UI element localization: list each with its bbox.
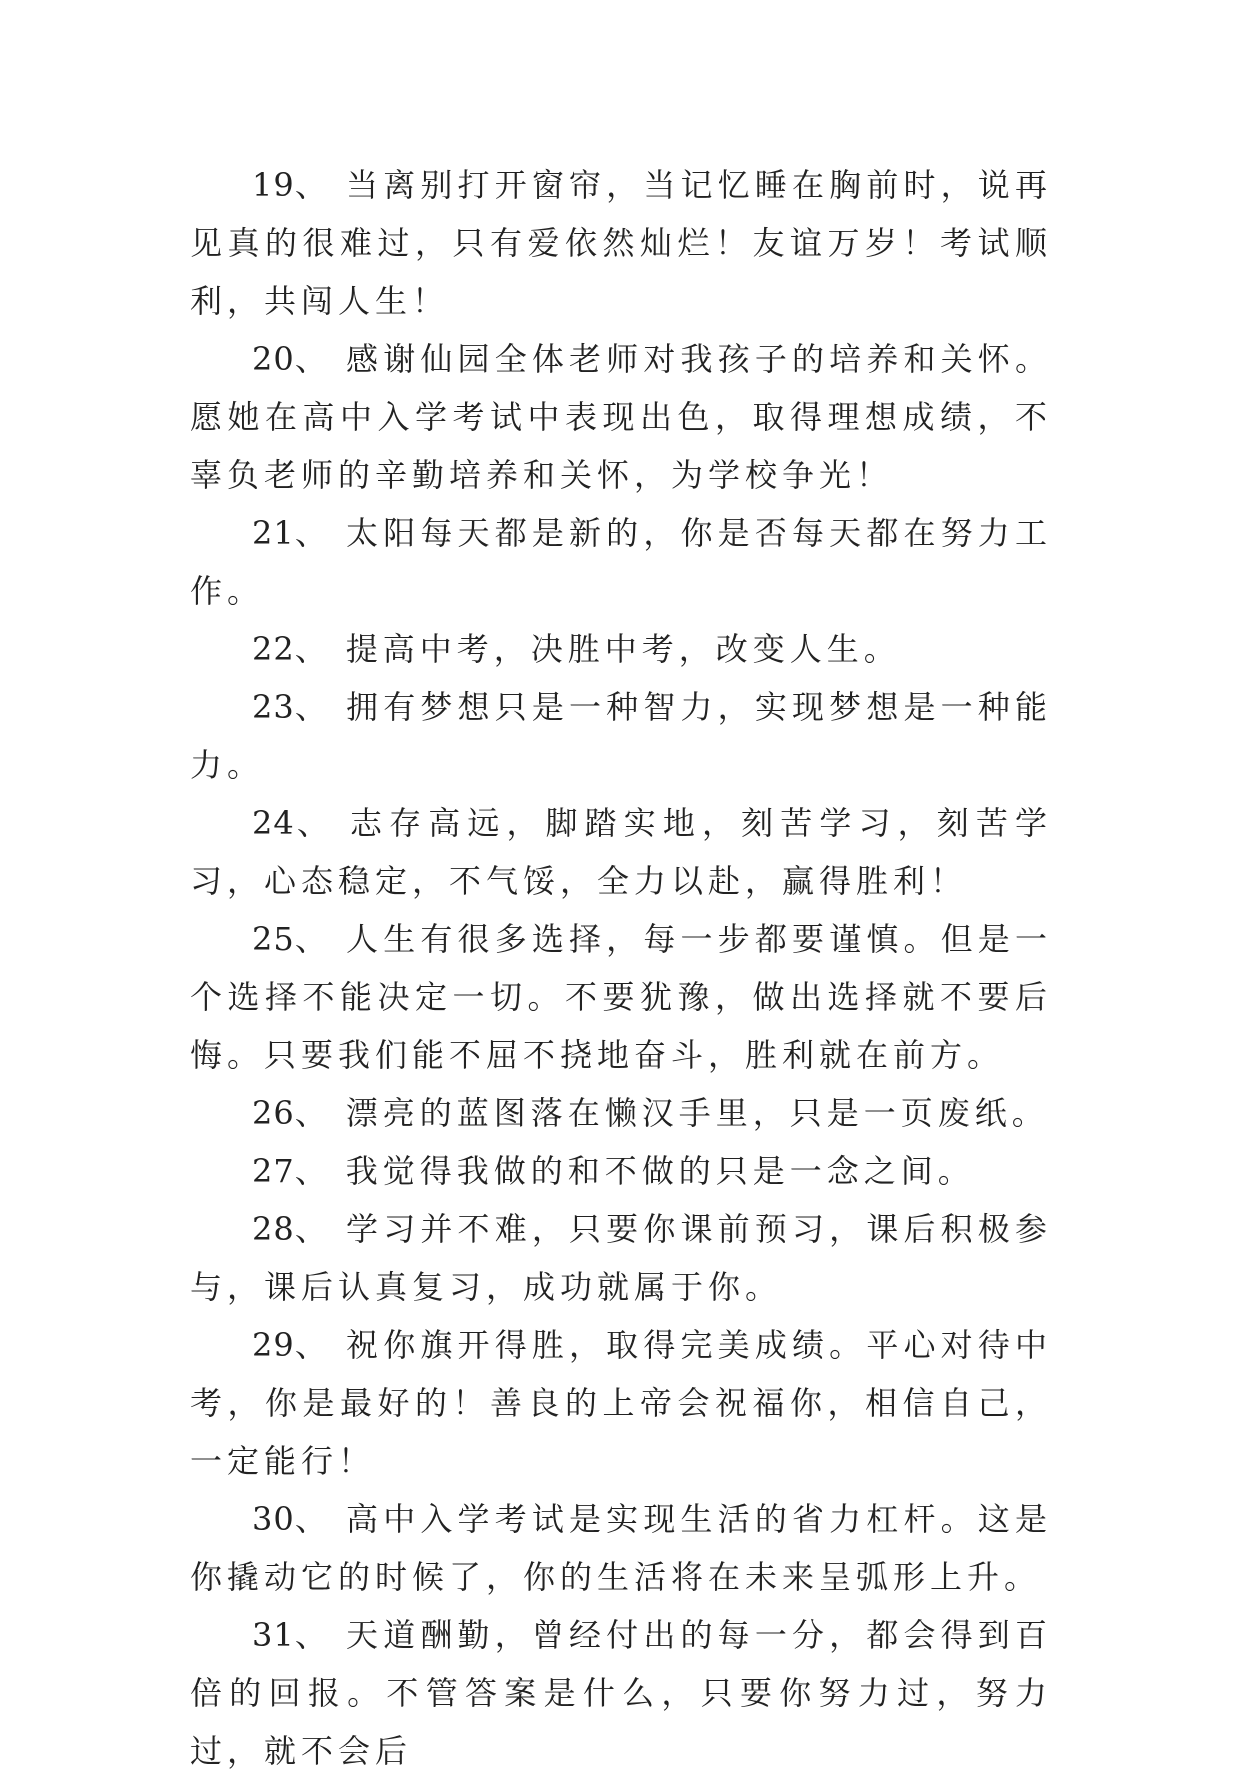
item-text: 我觉得我做的和不做的只是一念之间。 (345, 1152, 975, 1190)
list-item-27 (190, 1142, 1052, 1200)
item-separator: 、 (294, 688, 333, 726)
list-item-21 (190, 504, 1052, 620)
item-separator: 、 (294, 1210, 333, 1248)
list-item-25 (190, 910, 1052, 1084)
item-text: 高中入学考试是实现生活的省力杠杆。这是你撬动它的时候了，你的生活将在未来呈弧形上升。 (190, 1500, 1052, 1596)
item-number: 24 (252, 804, 295, 842)
item-text: 人生有很多选择，每一步都要谨慎。但是一个选择不能决定一切。不要犹豫，做出选择就不要后悔。只要我们能不屈不挠地奋斗，胜利就在前方。 (190, 920, 1052, 1074)
item-number: 19 (252, 166, 295, 204)
item-text: 当离别打开窗帘，当记忆睡在胸前时，说再见真的很难过，只有爱依然灿烂！友谊万岁！考试顺利，共闯人生！ (190, 166, 1052, 320)
item-number: 28 (252, 1210, 295, 1248)
item-text: 拥有梦想只是一种智力，实现梦想是一种能力。 (190, 688, 1052, 784)
list-item-29 (190, 1316, 1052, 1490)
item-separator: 、 (294, 340, 333, 378)
item-text: 太阳每天都是新的，你是否每天都在努力工作。 (190, 514, 1052, 610)
list-item-28 (190, 1200, 1052, 1316)
list-item-19 (190, 156, 1052, 330)
item-separator: 、 (294, 920, 333, 958)
item-number: 27 (252, 1152, 295, 1190)
item-separator: 、 (294, 166, 333, 204)
document-body (190, 156, 1052, 1780)
item-text: 学习并不难，只要你课前预习，课后积极参与，课后认真复习，成功就属于你。 (190, 1210, 1052, 1306)
item-text: 志存高远，脚踏实地，刻苦学习，刻苦学习，心态稳定，不气馁，全力以赴，赢得胜利！ (190, 804, 1052, 900)
item-number: 20 (252, 340, 295, 378)
list-item-20 (190, 330, 1052, 504)
item-text: 提高中考，决胜中考，改变人生。 (345, 630, 901, 668)
item-separator: 、 (294, 804, 336, 842)
item-text: 漂亮的蓝图落在懒汉手里，只是一页废纸。 (345, 1094, 1049, 1132)
item-separator: 、 (294, 1152, 332, 1190)
list-item-30 (190, 1490, 1052, 1606)
item-number: 29 (252, 1326, 295, 1364)
item-text: 天道酬勤，曾经付出的每一分，都会得到百倍的回报。不管答案是什么，只要你努力过，努力过，就不会后 (190, 1616, 1052, 1770)
item-separator: 、 (294, 1326, 333, 1364)
item-separator: 、 (294, 1616, 333, 1654)
item-number: 25 (252, 920, 295, 958)
list-item-24 (190, 794, 1052, 910)
item-number: 22 (252, 630, 295, 668)
item-separator: 、 (294, 1094, 332, 1132)
list-item-23 (190, 678, 1052, 794)
item-separator: 、 (294, 630, 332, 668)
item-number: 30 (252, 1500, 295, 1538)
item-number: 31 (252, 1616, 295, 1654)
item-separator: 、 (294, 514, 333, 552)
list-item-26 (190, 1084, 1052, 1142)
item-text: 感谢仙园全体老师对我孩子的培养和关怀。愿她在高中入学考试中表现出色，取得理想成绩，不辜负老师的辛勤培养和关怀，为学校争光！ (190, 340, 1052, 494)
item-separator: 、 (294, 1500, 333, 1538)
item-number: 23 (252, 688, 295, 726)
item-text: 祝你旗开得胜，取得完美成绩。平心对待中考，你是最好的！善良的上帝会祝福你，相信自己，一定能行！ (190, 1326, 1052, 1480)
list-item-22 (190, 620, 1052, 678)
item-number: 21 (252, 514, 295, 552)
item-number: 26 (252, 1094, 295, 1132)
